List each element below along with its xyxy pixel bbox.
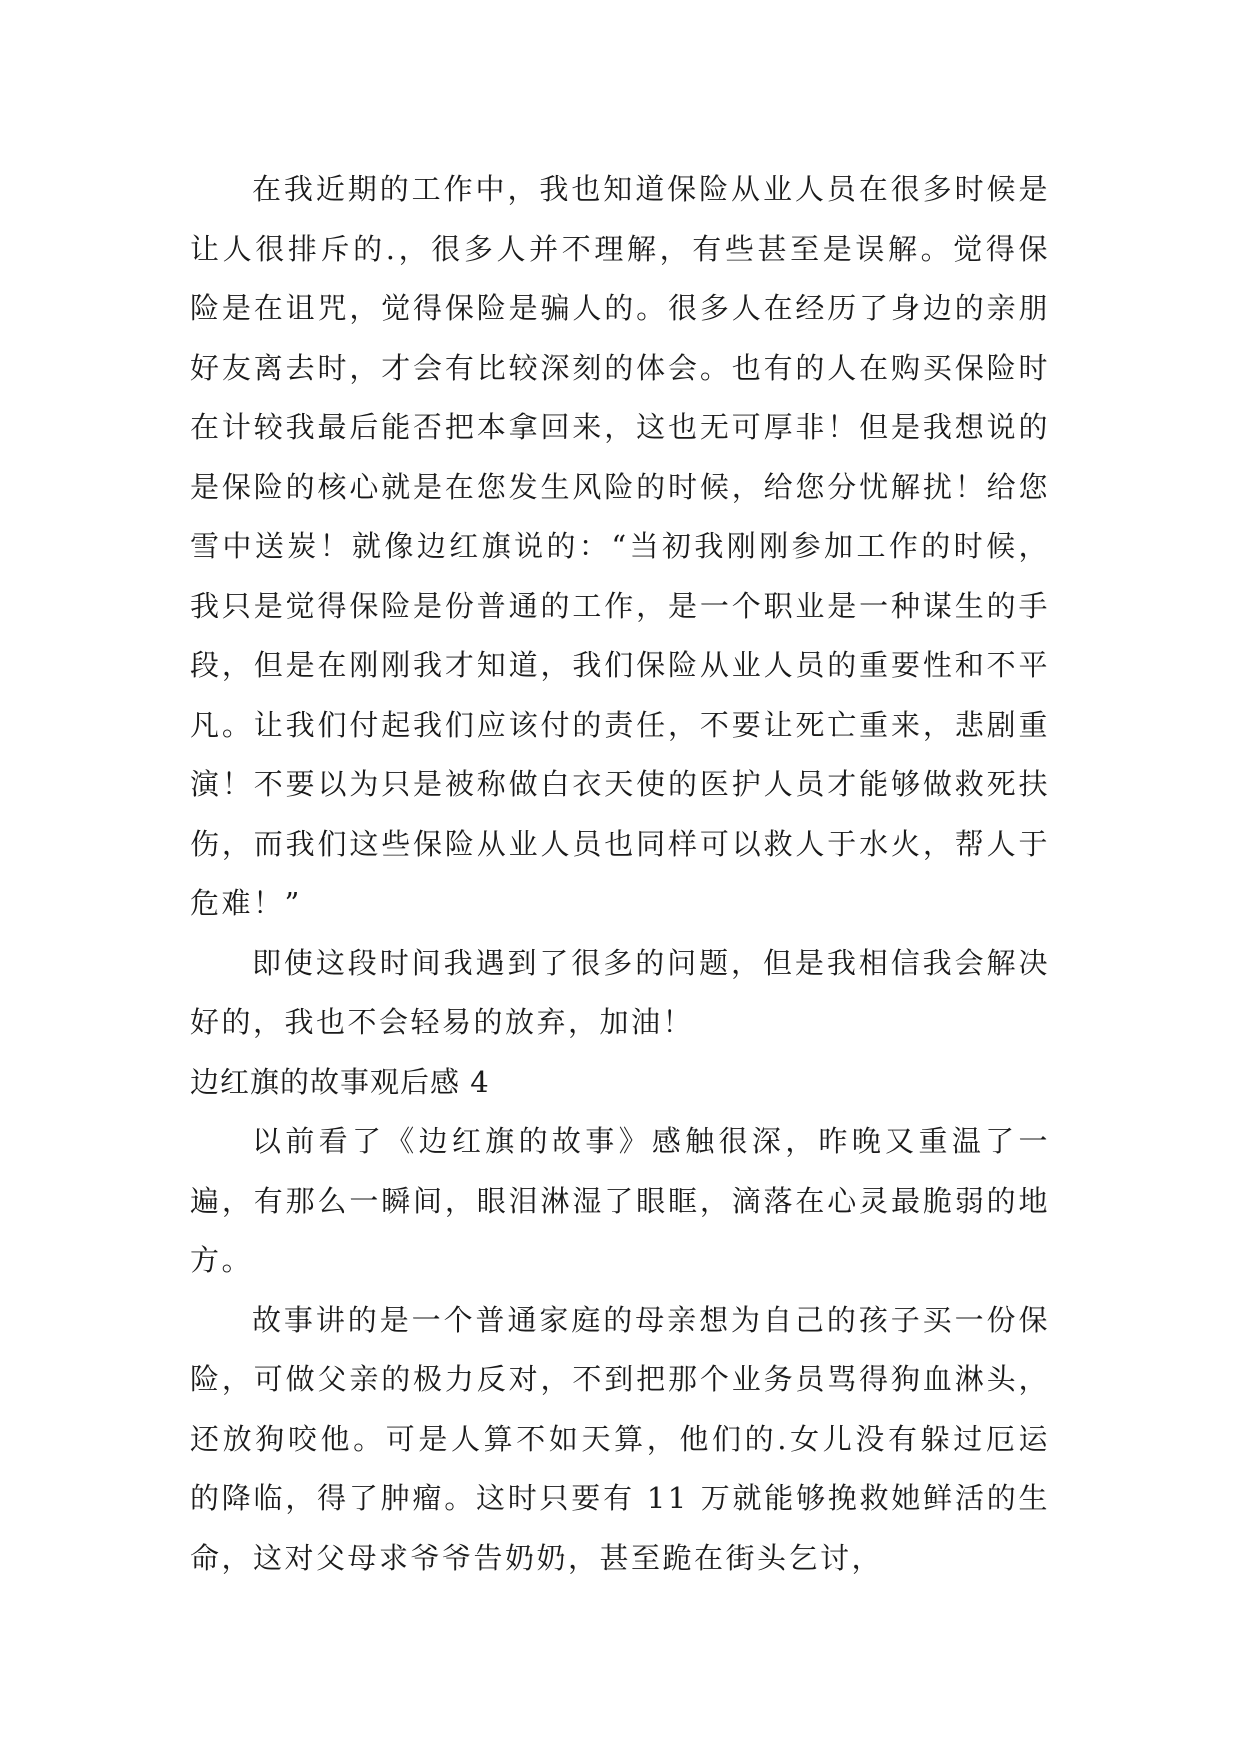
paragraph-story-summary: 故事讲的是一个普通家庭的母亲想为自己的孩子买一份保险，可做父亲的极力反对，不到把那个业务员骂得狗血淋头，还放狗咬他。可是人算不如天算，他们的.女儿没有躲过厄运的降临，得了肿瘤。这时只要有 11 万就能够挽救她鲜活的生命，这对父母求爷爷告奶奶，甚至跪在街头乞讨，: [190, 1302, 1050, 1575]
paragraph-insurance-reflection: 在我近期的工作中，我也知道保险从业人员在很多时候是让人很排斥的.，很多人并不理解，有些甚至是误解。觉得保险是在诅咒，觉得保险是骗人的。很多人在经历了身边的亲朋好友离去时，才会有比较深刻的体会。也有的人在购买保险时在计较我最后能否把本拿回来，这也无可厚非！但是我想说的是保险的核心就是在您发生风险的时候，给您分忧解扰！给您雪中送炭！就像边红旗说的：“当初我刚刚参加工作的时候，我只是觉得保险是份普通的工作，是一个职业是一种谋生的手段，但是在刚刚我才知道，我们保险从业人员的重要性和不平凡。让我们付起我们应该付的责任，不要让死亡重来，悲剧重演！不要以为只是被称做白衣天使的医护人员才能够做救死扶伤，而我们这些保险从业人员也同样可以救人于水火，帮人于危难！”: [190, 172, 1050, 920]
paragraph-persistence: 即使这段时间我遇到了很多的问题，但是我相信我会解决好的，我也不会轻易的放弃，加油！: [190, 945, 1050, 1039]
document-body: [190, 160, 1050, 1588]
section-heading: 边红旗的故事观后感 4: [190, 1064, 490, 1099]
paragraph-story-intro: 以前看了《边红旗的故事》感触很深，昨晚又重温了一遍，有那么一瞬间，眼泪淋湿了眼眶，滴落在心灵最脆弱的地方。: [190, 1124, 1050, 1277]
